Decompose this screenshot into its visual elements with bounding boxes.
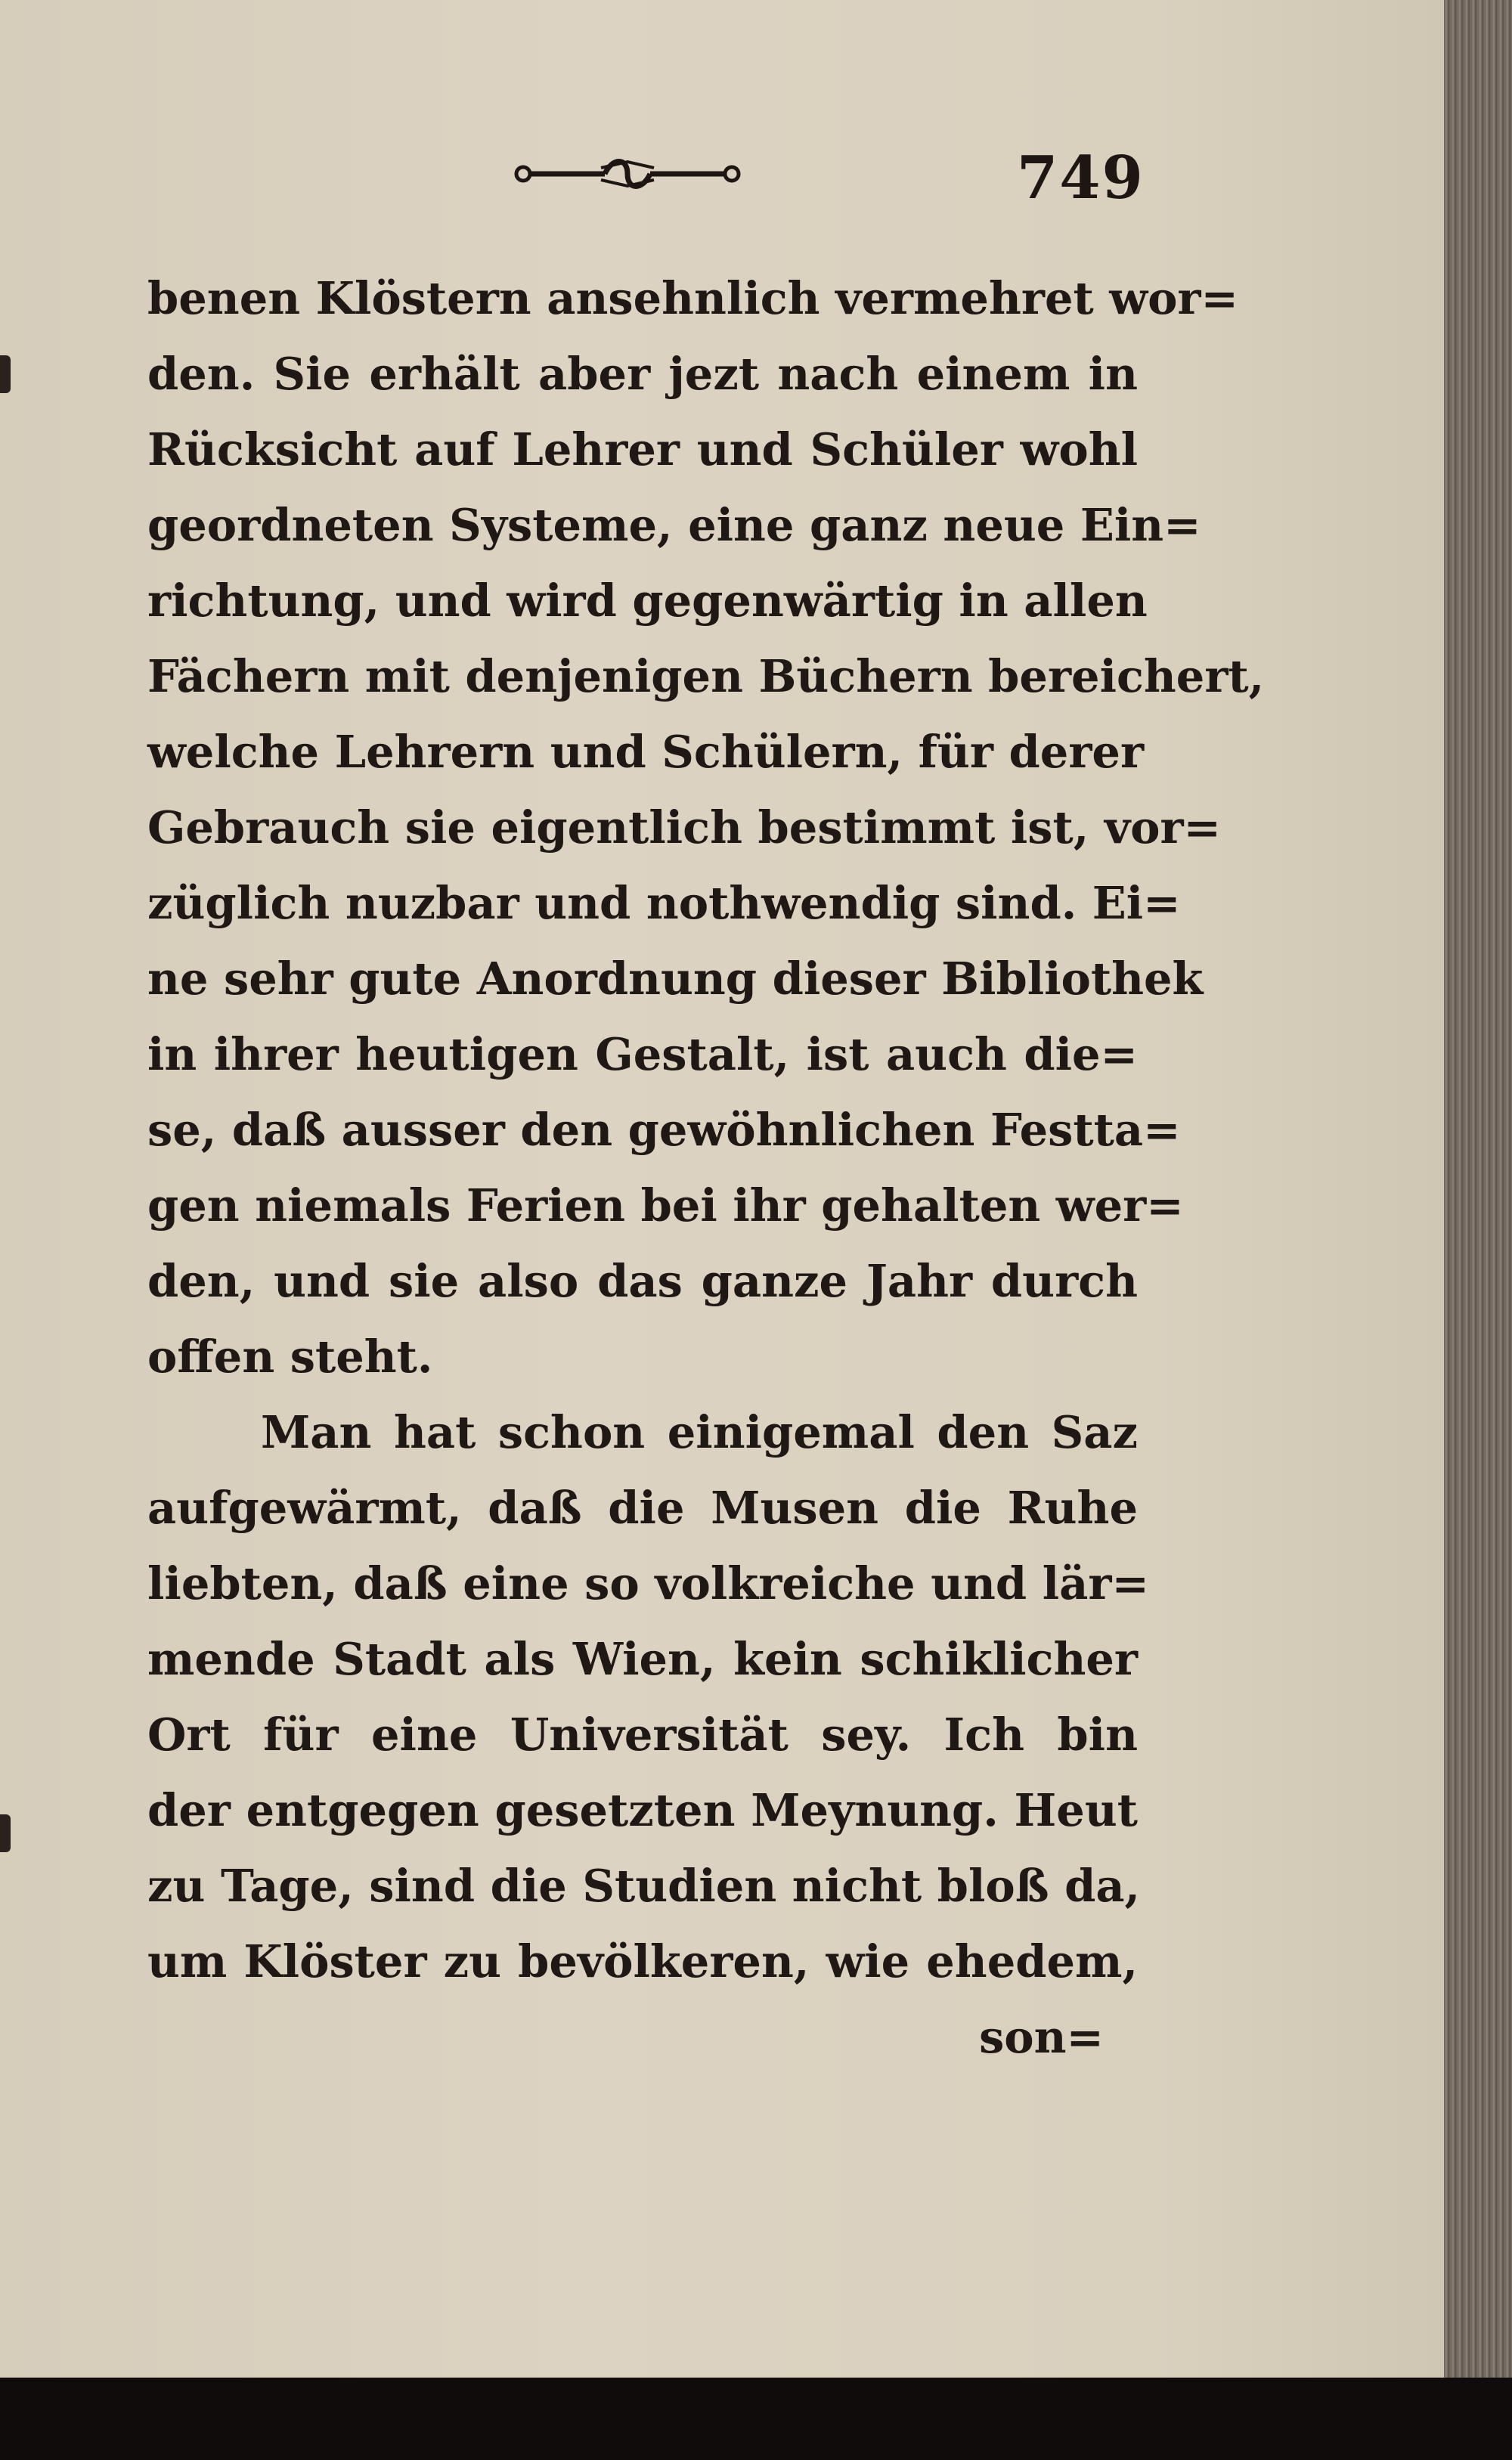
paragraph-1 xyxy=(147,261,1265,1395)
page-number: 749 xyxy=(1017,144,1145,212)
text-line: aufgewärmt, daß die Musen die Ruhe xyxy=(147,1482,1138,1534)
text-line: zu Tage, sind die Studien nicht bloß da, xyxy=(147,1860,1141,1912)
binding-mark-top xyxy=(0,355,11,393)
page-edge xyxy=(1444,0,1512,2378)
body-text xyxy=(147,261,1265,2075)
text-line: den, und sie also das ganze Jahr durch xyxy=(147,1255,1138,1307)
text-line: Gebrauch sie eigentlich bestimmt ist, vor= xyxy=(147,801,1221,854)
ornament-rule xyxy=(514,151,741,197)
text-line: Rücksicht auf Lehrer und Schüler wohl xyxy=(147,423,1138,476)
background-strip xyxy=(0,2378,1512,2460)
binding-mark-bottom xyxy=(0,1814,11,1852)
paragraph-2 xyxy=(147,1395,1149,2000)
text-line: ne sehr gute Anordnung dieser Bibliothek xyxy=(147,953,1204,1005)
text-line: der entgegen gesetzten Meynung. Heut xyxy=(147,1784,1138,1836)
text-line: liebten, daß eine so volkreiche und lär= xyxy=(147,1557,1149,1610)
text-line: geordneten Systeme, eine ganz neue Ein= xyxy=(147,499,1201,551)
text-line: den. Sie erhält aber jezt nach einem in xyxy=(147,348,1138,400)
text-line: se, daß ausser den gewöhnlichen Festta= xyxy=(147,1104,1181,1156)
text-line: Man hat schon einigemal den Saz xyxy=(261,1406,1138,1458)
text-line: Ort für eine Universität sey. Ich bin xyxy=(147,1709,1138,1761)
text-line: in ihrer heutigen Gestalt, ist auch die= xyxy=(147,1028,1138,1080)
text-line: gen niemals Ferien bei ihr gehalten wer= xyxy=(147,1179,1184,1232)
text-line: züglich nuzbar und nothwendig sind. Ei= xyxy=(147,877,1181,929)
text-line: benen Klöstern ansehnlich vermehret wor= xyxy=(147,272,1238,324)
text-line: offen steht. xyxy=(147,1331,433,1383)
text-line: mende Stadt als Wien, kein schiklicher xyxy=(147,1633,1138,1685)
text-line: welche Lehrern und Schülern, für derer xyxy=(147,726,1145,778)
text-line: richtung, und wird gegenwärtig in allen xyxy=(147,575,1148,627)
text-line: Fächern mit denjenigen Büchern bereichert, xyxy=(147,650,1265,702)
catchword: son= xyxy=(979,2011,1104,2063)
text-line: um Klöster zu bevölkeren, wie ehedem, xyxy=(147,1935,1138,1988)
